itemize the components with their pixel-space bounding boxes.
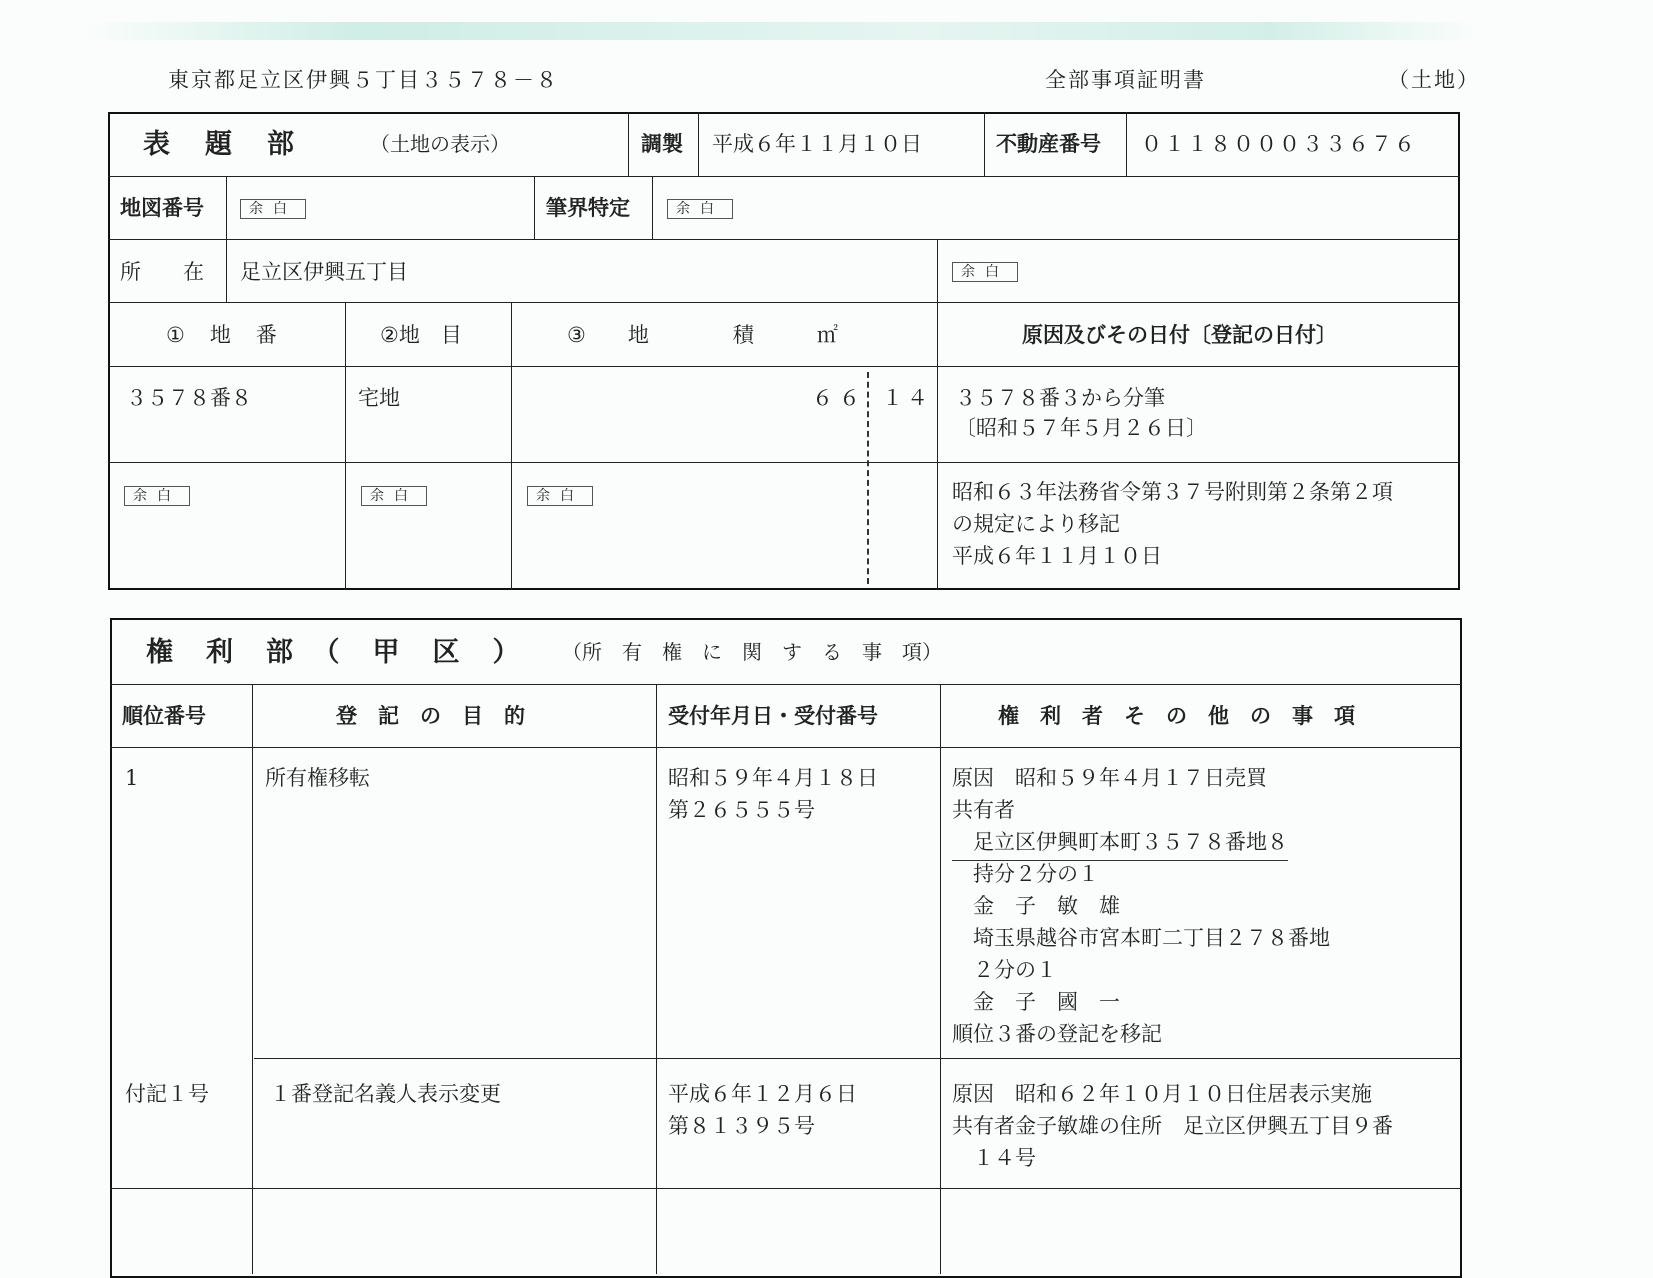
entry-receipt-date: 昭和５９年４月１８日 — [668, 766, 878, 790]
entry-detail-line: 金 子 敏 雄 — [952, 894, 1120, 918]
property-number: ０１１８０００３３６７６ — [1141, 132, 1417, 156]
col-land-category: ②地 目 — [380, 323, 462, 347]
annex-purpose: １番登記名義人表示変更 — [270, 1082, 501, 1106]
land-category-value: 宅地 — [358, 386, 400, 410]
entry-detail-line: 埼玉県越谷市宮本町二丁目２７８番地 — [952, 926, 1330, 950]
boundary-label: 筆界特定 — [546, 196, 630, 220]
prepared-date: 平成６年１１月１０日 — [712, 132, 922, 156]
col-purpose: 登 記 の 目 的 — [336, 704, 525, 728]
cause-line-2: 〔昭和５７年５月２６日〕 — [955, 416, 1207, 440]
transfer-note-line-2: の規定により移記 — [952, 512, 1120, 536]
title-section-heading: 表 題 部 — [143, 129, 298, 160]
col-cause-date: 原因及びその日付〔登記の日付〕 — [1022, 323, 1337, 347]
entry-rank: 1 — [125, 766, 139, 790]
entry-purpose: 所有権移転 — [265, 766, 370, 790]
col-holder-details: 権 利 者 そ の 他 の 事 項 — [998, 704, 1355, 728]
entry-detail-line-underlined: 足立区伊興町本町３５７８番地８ — [952, 826, 1288, 861]
lot-number-value: ３５７８番８ — [126, 386, 252, 410]
header-kind: （土地） — [1388, 68, 1480, 92]
transfer-note-line-1: 昭和６３年法務省令第３７号附則第２条第２項 — [952, 480, 1393, 504]
header-doc-type: 全部事項証明書 — [1045, 68, 1206, 92]
col-land-area: ③ 地 積 ㎡ — [567, 323, 838, 347]
entry-detail-line: 原因 昭和５９年４月１７日売買 — [952, 766, 1267, 790]
location-value: 足立区伊興五丁目 — [240, 260, 408, 284]
location-blank: 余白 — [952, 262, 1018, 282]
map-number-label: 地図番号 — [120, 196, 204, 220]
land-area-decimal: １４ — [882, 386, 932, 410]
annex-receipt-date: 平成６年１２月６日 — [668, 1082, 857, 1106]
land-area-integer: ６６ — [812, 386, 866, 410]
entry-detail-line: 共有者 — [952, 798, 1015, 822]
boundary-blank: 余白 — [667, 199, 733, 219]
entry-detail-line: 順位３番の登記を移記 — [952, 1022, 1162, 1046]
title-section-subheading: （土地の表示） — [370, 132, 510, 156]
lot-number-blank: 余白 — [124, 486, 190, 506]
map-number-blank: 余白 — [240, 199, 306, 219]
col-lot-number: ① 地 番 — [166, 323, 279, 347]
col-receipt: 受付年月日・受付番号 — [668, 704, 878, 728]
entry-receipt-number: 第２６５５５号 — [668, 798, 815, 822]
header-address: 東京都足立区伊興５丁目３５７８－８ — [168, 68, 559, 92]
annex-detail-line: １４号 — [952, 1146, 1036, 1170]
transfer-note-line-3: 平成６年１１月１０日 — [952, 544, 1162, 568]
land-category-blank: 余白 — [361, 486, 427, 506]
property-number-label: 不動産番号 — [996, 132, 1101, 156]
security-background-band — [80, 22, 1480, 40]
entry-detail-line: 金 子 國 一 — [952, 990, 1120, 1014]
land-area-blank: 余白 — [527, 486, 593, 506]
col-rank-number: 順位番号 — [122, 704, 206, 728]
annex-detail-line: 共有者金子敏雄の住所 足立区伊興五丁目９番 — [952, 1114, 1393, 1138]
entry-detail-line: ２分の１ — [952, 958, 1057, 982]
annex-detail-line: 原因 昭和６２年１０月１０日住居表示実施 — [952, 1082, 1372, 1106]
prepared-label: 調製 — [641, 132, 683, 156]
entry-detail-line: 持分２分の１ — [952, 862, 1099, 886]
rights-section-heading: 権 利 部 （ 甲 区 ） — [146, 637, 523, 668]
annex-rank: 付記１号 — [125, 1082, 209, 1106]
cause-line-1: ３５７８番３から分筆 — [955, 386, 1165, 410]
rights-section-subheading: （所 有 権 に 関 す る 事 項） — [562, 640, 942, 664]
location-label: 所 在 — [120, 260, 204, 284]
annex-receipt-number: 第８１３９５号 — [668, 1114, 815, 1138]
